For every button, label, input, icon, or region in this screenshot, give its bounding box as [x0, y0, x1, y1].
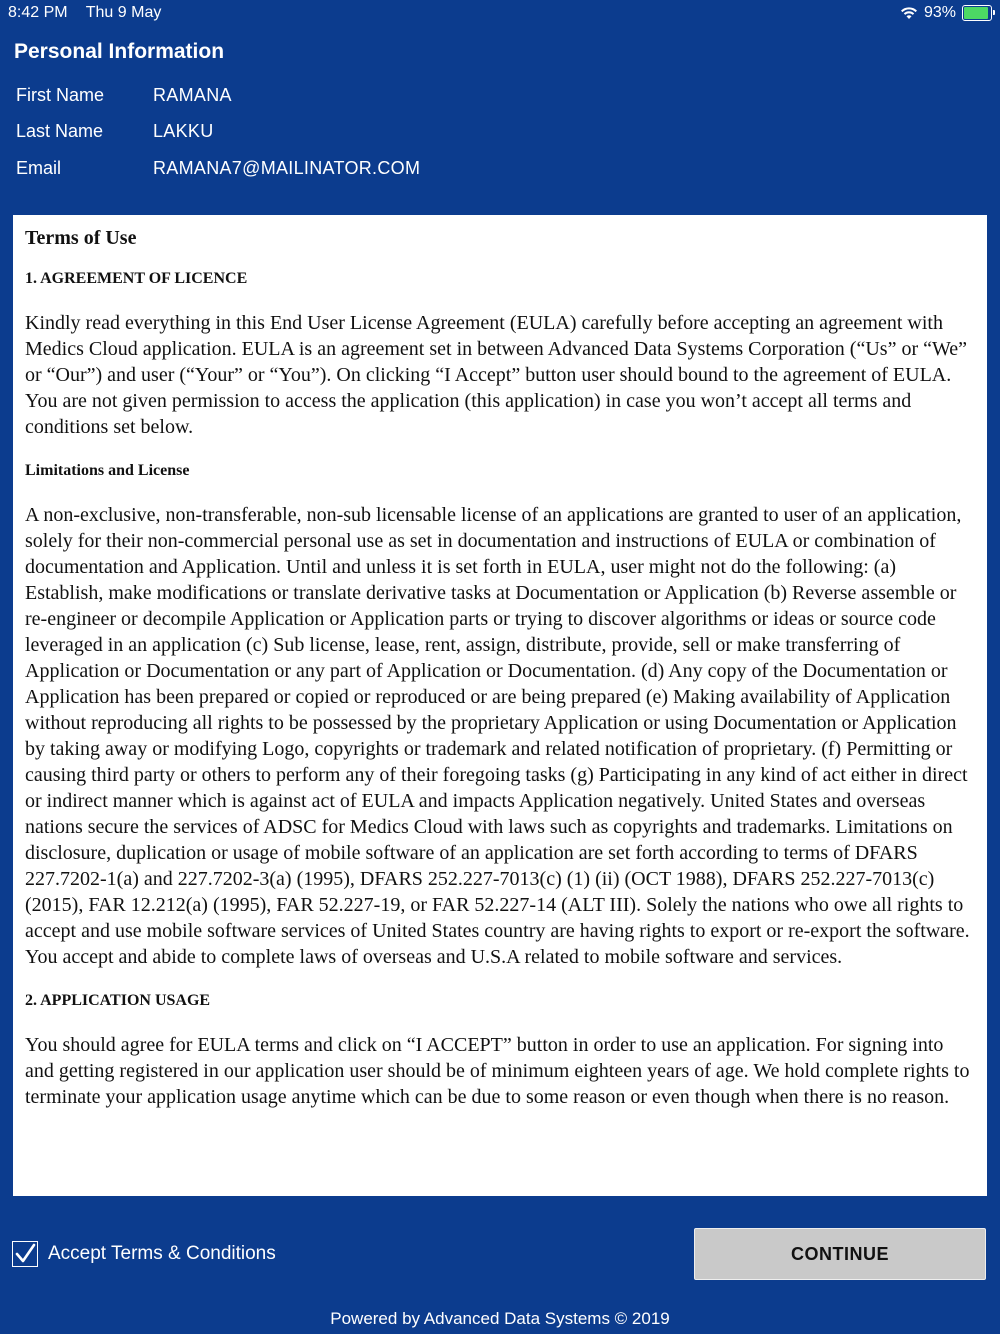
terms-title: Terms of Use [25, 227, 137, 249]
first-name-row [16, 85, 232, 106]
usage-paragraph: You should agree for EULA terms and click on “I ACCEPT” button in order to use an application. For signing into and getting registered in our application user should be of minimum eighteen years of age. We hold complete rights to terminate your application usage anytime which can be due to some reason or even though when there is no reason. [25, 1034, 970, 1108]
section-heading-limitations: Limitations and License [25, 462, 190, 479]
footer-text: Powered by Advanced Data Systems © 2019 [330, 1309, 670, 1328]
email-label: Email [16, 158, 62, 178]
battery-percent: 93% [923, 4, 956, 21]
battery-icon [962, 5, 992, 21]
agreement-paragraph: Kindly read everything in this End User License Agreement (EULA) carefully before accepting an agreement with Medics Cloud application. EULA is an agreement set in between Advanced Data Systems Corporation (“Us” or “We” or “Our”) and user (“Your” or “You”). On clicking “I Accept” button user should bound to the agreement of EULA. You are not given permission to access the application (this application) in case you won’t accept all terms and conditions set below. [25, 312, 968, 438]
email-row [16, 158, 420, 179]
status-date: Thu 9 May [85, 4, 162, 21]
continue-button[interactable]: CONTINUE [694, 1228, 986, 1280]
email-value: RAMANA7@MAILINATOR.COM [153, 158, 421, 178]
accept-checkbox[interactable] [12, 1241, 38, 1267]
checkmark-icon [14, 1243, 36, 1265]
section-heading-usage: 2. APPLICATION USAGE [25, 992, 211, 1009]
accept-terms-label: Accept Terms & Conditions [48, 1243, 276, 1264]
section-heading-agreement: 1. AGREEMENT OF LICENCE [25, 270, 248, 287]
last-name-value: LAKKU [153, 121, 214, 141]
limitations-paragraph: A non-exclusive, non-transferable, non-sub licensable license of an applications are granted to user of an application, solely for their non-commercial personal use as set in documentation and instructions of EULA or combination of documentation and Application. Until and unless it is set forth in EULA, user might not do the following: (a) Establish, make modifications or translate derivative tasks at Documentation or Application (b) Reverse assemble or re-engineer or decompile Application or Application parts or trying to discover algorithms or ideas or source code leveraged in an application (c) Sub license, lease, rent, assign, distribute, provide, sell or make transferring of Application or Documentation or any part of Application or Documentation. (d) Any copy of the Documentation or Application has been prepared or copied or reproduced or are being prepared (e) Making availability of Application without reproducing all rights to be possessed by the proprietary Application or using Documentation or Application by taking away or modifying Logo, copyrights or trademark and related notification of proprietary. (f) Permitting or causing third party or others to perform any of their foregoing tasks (g) Participating in any kind of act either in direct or indirect manner which is against act of EULA and impacts Application negatively. United States and overseas nations secure the services of ADSC for Medics Cloud with laws such as copyrights and trademarks. Limitations on disclosure, duplication or usage of mobile software of an application are set forth according to terms of DFARS 227.7202-1(a) and 227.7202-3(a) (1995), DFARS 252.227-7013(c) (1) (ii) (OCT 1988), DFARS 252.227-7013(c) (2015), FAR 12.212(a) (1995), FAR 52.227-19, or FAR 52.227-14 (ALT III). Solely the nations who owe all rights to accept and use mobile software services of United States country are having rights to export or re-export the software. You accept and abide to complete laws of overseas and U.S.A related to mobile software and services. [25, 504, 970, 968]
terms-scroll-view[interactable] [13, 215, 987, 1196]
wifi-icon [900, 6, 918, 20]
status-bar [0, 0, 1000, 28]
status-time: 8:42 PM [8, 4, 68, 21]
last-name-row [16, 121, 214, 142]
personal-info-title: Personal Information [14, 40, 225, 63]
battery-level-fill [964, 7, 988, 19]
accept-terms-toggle[interactable] [12, 1241, 276, 1267]
last-name-label: Last Name [16, 121, 104, 141]
first-name-value: RAMANA [153, 85, 232, 105]
first-name-label: First Name [16, 85, 105, 105]
